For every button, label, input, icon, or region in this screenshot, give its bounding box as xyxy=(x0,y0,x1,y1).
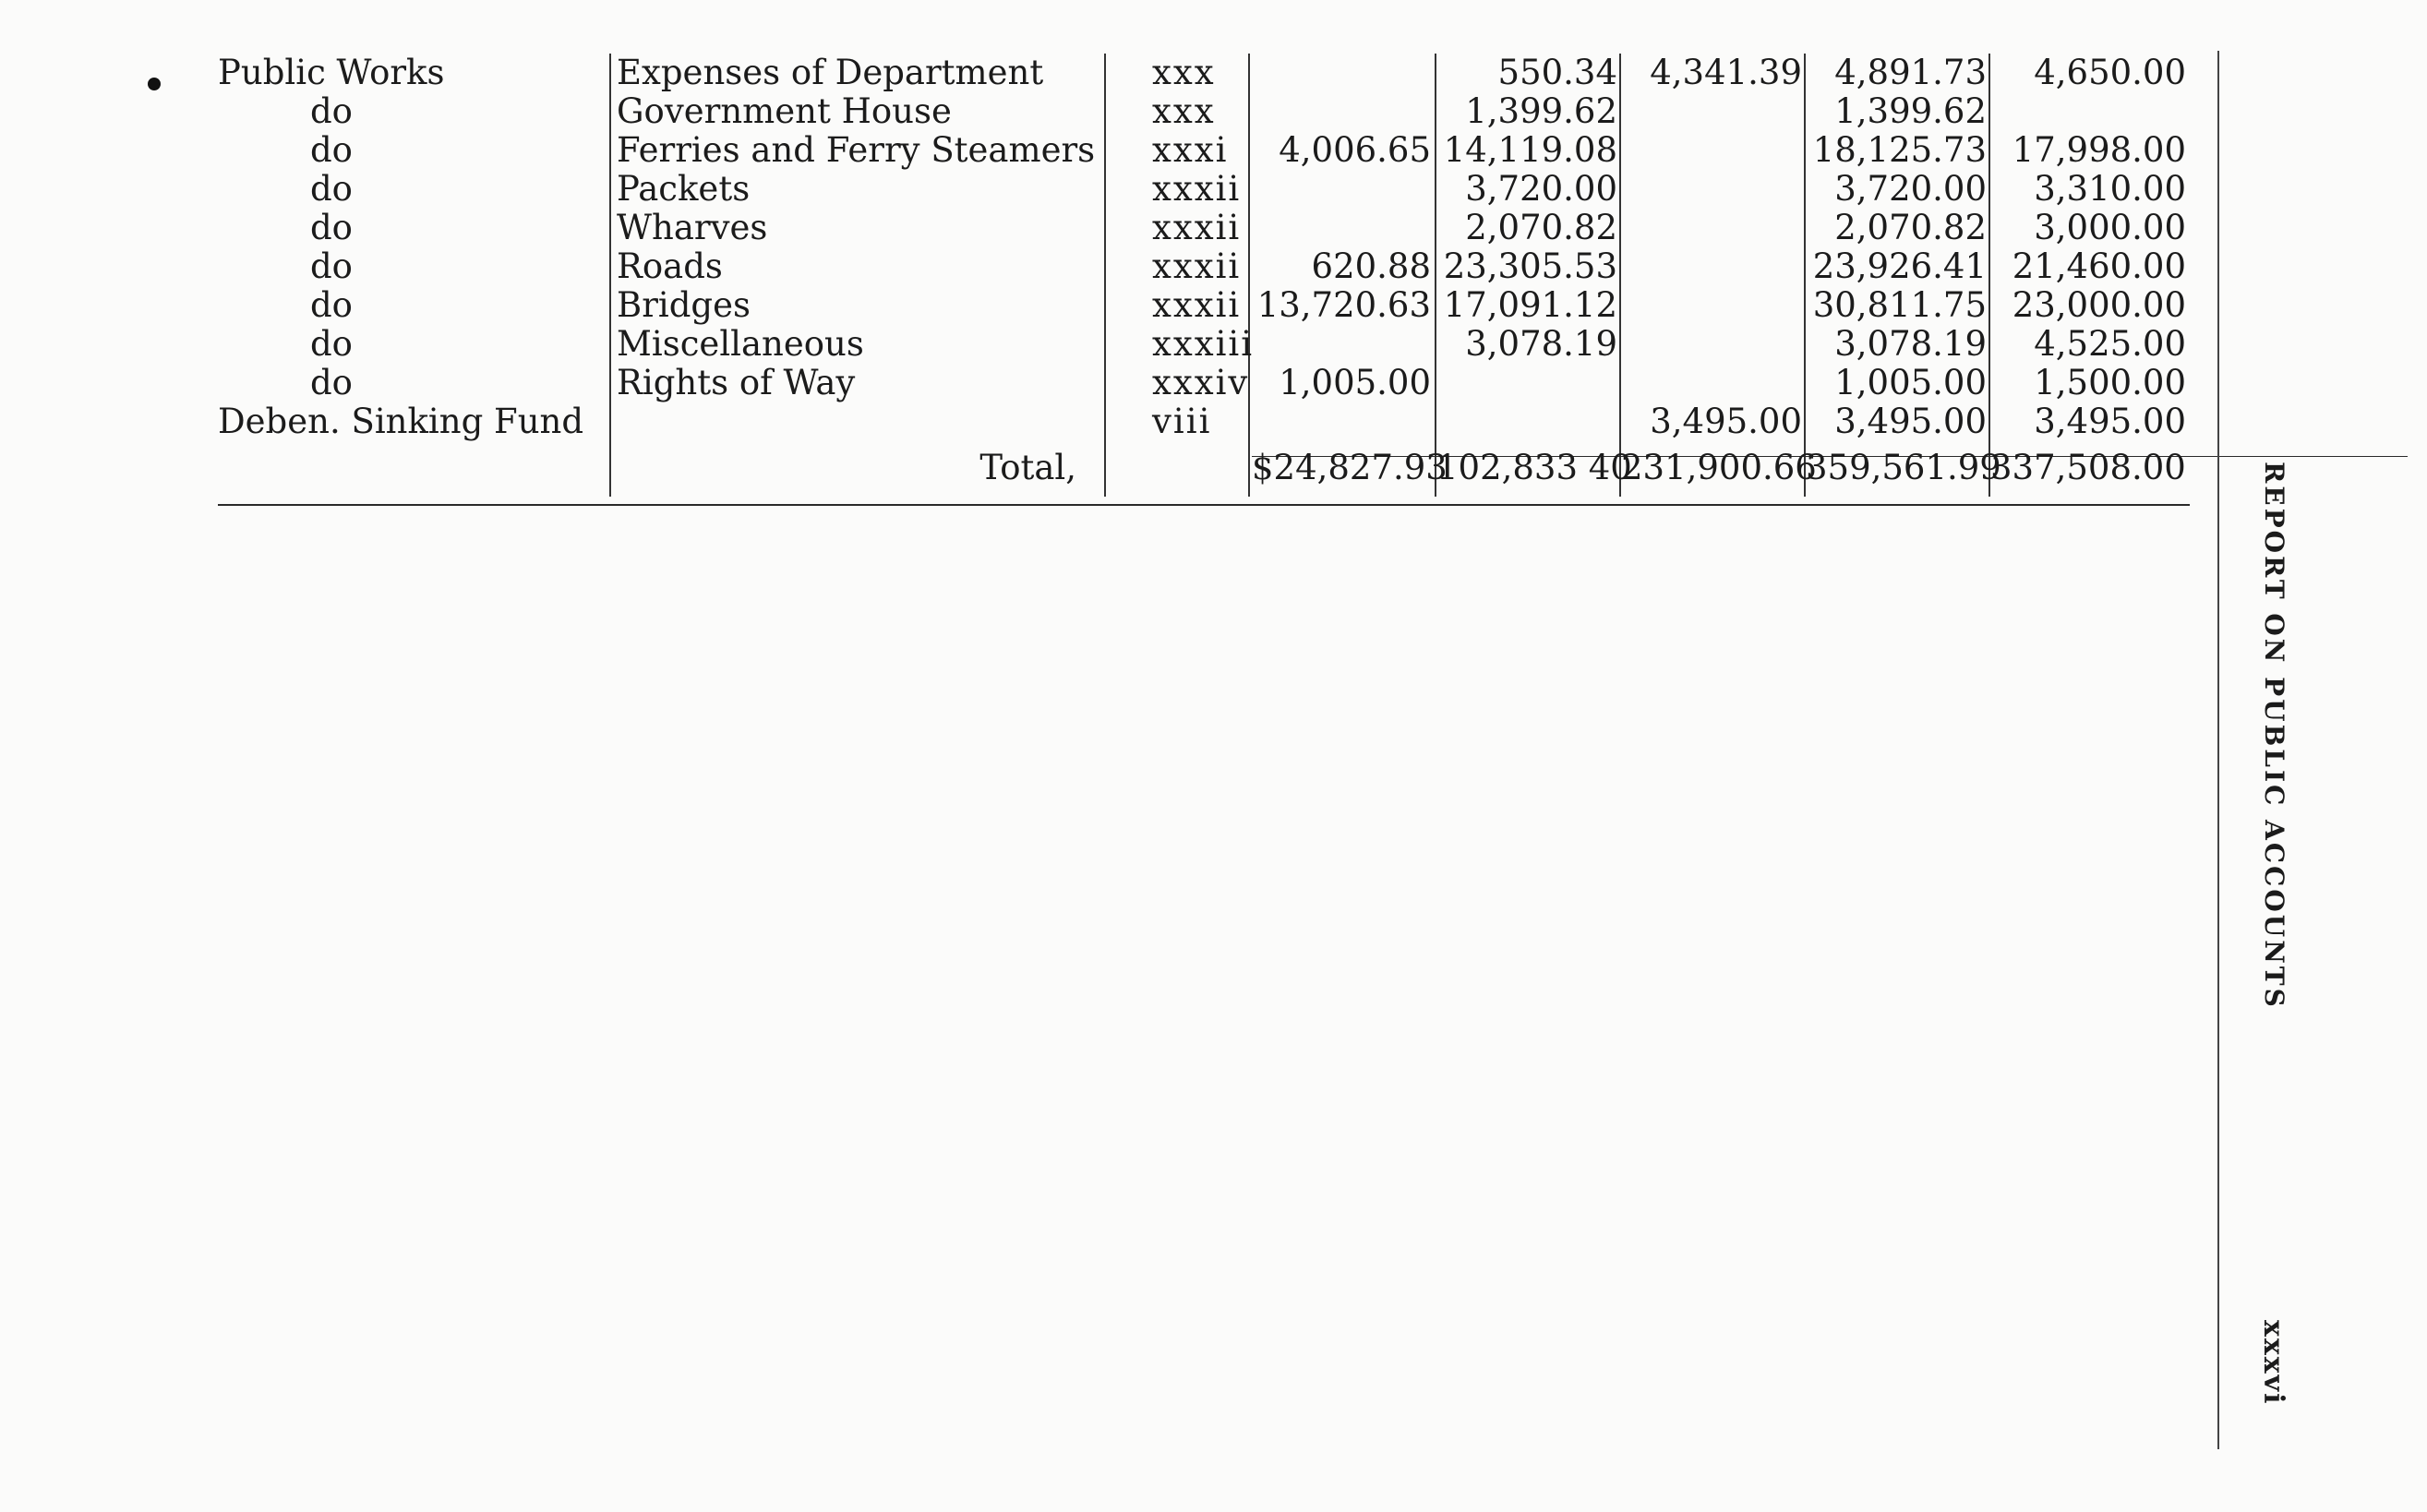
amount-cell: 1,500.00 xyxy=(2034,363,2186,402)
amount-cell: 3,720.00 xyxy=(1834,169,1987,209)
table-row xyxy=(218,402,2190,441)
amount-cell: 2,070.82 xyxy=(1834,208,1987,247)
total-row xyxy=(218,449,2190,487)
amount-cell: 14,119.08 xyxy=(1443,130,1617,170)
schedule-cell: xxxiii xyxy=(1152,324,1255,364)
department-cell: do xyxy=(310,363,353,402)
ink-mark xyxy=(148,78,161,90)
schedule-cell: xxxii xyxy=(1152,246,1242,286)
service-cell: Packets xyxy=(617,169,751,209)
service-cell: Rights of Way xyxy=(617,363,856,402)
amount-cell: 1,005.00 xyxy=(1279,363,1431,402)
amount-cell: 550.34 xyxy=(1497,53,1617,92)
amount-cell: 23,926.41 xyxy=(1812,246,1987,286)
amount-cell: 13,720.63 xyxy=(1256,285,1431,325)
amount-cell: 4,006.65 xyxy=(1279,130,1431,170)
margin-rule xyxy=(2217,51,2219,1449)
schedule-cell: xxxii xyxy=(1152,285,1242,325)
amount-cell: 18,125.73 xyxy=(1812,130,1987,170)
department-cell: do xyxy=(310,246,353,286)
schedule-cell: xxxiv xyxy=(1152,363,1250,402)
amount-cell: 4,525.00 xyxy=(2034,324,2186,364)
page-number: xxxvi xyxy=(2257,1320,2289,1406)
service-cell: Wharves xyxy=(617,208,768,247)
table-row xyxy=(218,54,2190,92)
service-cell: Bridges xyxy=(617,285,751,325)
total-amount-cell: 359,561.99 xyxy=(1806,448,2001,487)
amount-cell: 3,078.19 xyxy=(1465,324,1617,364)
amount-cell: 21,460.00 xyxy=(2012,246,2186,286)
amount-cell: 3,495.00 xyxy=(1834,402,1987,441)
amount-cell: 4,650.00 xyxy=(2034,53,2186,92)
department-cell: Public Works xyxy=(218,53,445,92)
department-cell: do xyxy=(310,324,353,364)
amount-cell: 23,305.53 xyxy=(1443,246,1617,286)
total-label: Total, xyxy=(979,448,1076,487)
table-row xyxy=(218,325,2190,364)
amount-cell: 4,891.73 xyxy=(1834,53,1987,92)
schedule-cell: xxxii xyxy=(1152,169,1242,209)
table-row xyxy=(218,209,2190,247)
amount-cell: 1,005.00 xyxy=(1834,363,1987,402)
table-row xyxy=(218,170,2190,209)
service-cell: Expenses of Department xyxy=(617,53,1044,92)
table-row xyxy=(218,247,2190,286)
amount-cell: 3,495.00 xyxy=(2034,402,2186,441)
total-amount-cell: 102,833 40 xyxy=(1436,448,1632,487)
amount-cell: 4,341.39 xyxy=(1650,53,1802,92)
service-cell: Roads xyxy=(617,246,723,286)
schedule-cell: xxxi xyxy=(1152,130,1229,170)
amount-cell: 1,399.62 xyxy=(1834,91,1987,131)
running-title: REPORT ON PUBLIC ACCOUNTS xyxy=(2259,462,2289,1010)
schedule-cell: xxx xyxy=(1152,91,1216,131)
table-row xyxy=(218,286,2190,325)
amount-cell: 3,078.19 xyxy=(1834,324,1987,364)
department-cell: do xyxy=(310,169,353,209)
amount-cell: 30,811.75 xyxy=(1812,285,1987,325)
service-cell: Ferries and Ferry Steamers xyxy=(617,130,1096,170)
department-cell: Deben. Sinking Fund xyxy=(218,402,584,441)
department-cell: do xyxy=(310,208,353,247)
total-amount-cell: $24,827.93 xyxy=(1252,448,1448,487)
total-amount-cell: 231,900.66 xyxy=(1621,448,1817,487)
amount-cell: 3,720.00 xyxy=(1465,169,1617,209)
schedule-cell: viii xyxy=(1152,402,1212,441)
amount-cell: 3,495.00 xyxy=(1650,402,1802,441)
table-bottom-rule xyxy=(218,504,2190,506)
service-cell: Government House xyxy=(617,91,952,131)
expenditure-table xyxy=(218,54,2190,515)
department-cell: do xyxy=(310,91,353,131)
table-row xyxy=(218,364,2190,402)
total-amount-cell: 337,508.00 xyxy=(1990,448,2186,487)
schedule-cell: xxx xyxy=(1152,53,1216,92)
amount-cell: 17,091.12 xyxy=(1443,285,1617,325)
amount-cell: 17,998.00 xyxy=(2012,130,2186,170)
table-row xyxy=(218,92,2190,131)
department-cell: do xyxy=(310,285,353,325)
amount-cell: 3,000.00 xyxy=(2034,208,2186,247)
service-cell: Miscellaneous xyxy=(617,324,864,364)
department-cell: do xyxy=(310,130,353,170)
amount-cell: 1,399.62 xyxy=(1465,91,1617,131)
amount-cell: 620.88 xyxy=(1311,246,1431,286)
schedule-cell: xxxii xyxy=(1152,208,1242,247)
amount-cell: 3,310.00 xyxy=(2034,169,2186,209)
amount-cell: 2,070.82 xyxy=(1465,208,1617,247)
amount-cell: 23,000.00 xyxy=(2012,285,2186,325)
table-row xyxy=(218,131,2190,170)
